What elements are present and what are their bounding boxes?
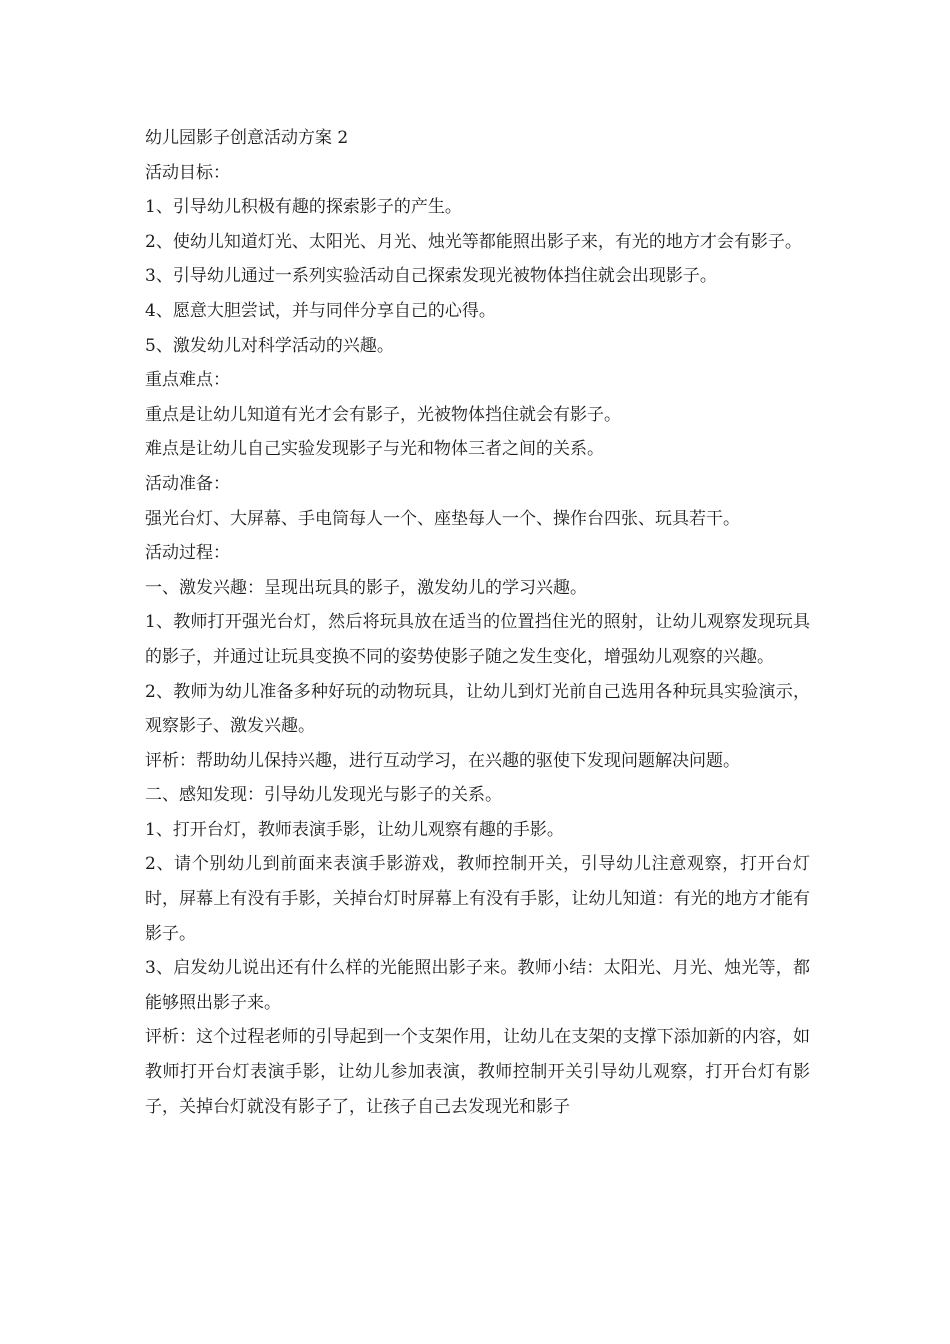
goal-item-4: 4、愿意大胆尝试，并与同伴分享自己的心得。 (145, 300, 496, 321)
goal-item-2: 2、使幼儿知道灯光、太阳光、月光、烛光等都能照出影子来，有光的地方才会有影子。 (145, 231, 802, 252)
process-1-step-2: 2、教师为幼儿准备多种好玩的动物玩具，让幼儿到灯光前自己选用各种玩具实验演示，观察影子、激发兴趣。 (145, 681, 810, 737)
process-section-1: 一、激发兴趣：呈现出玩具的影子，激发幼儿的学习兴趣。 (145, 577, 587, 598)
goal-item-5: 5、激发幼儿对科学活动的兴趣。 (145, 335, 394, 356)
difficult-point: 难点是让幼儿自己实验发现影子与光和物体三者之间的关系。 (145, 439, 604, 460)
goal-item-1: 1、引导幼儿积极有趣的探索影子的产生。 (145, 197, 462, 218)
process-section-2: 二、感知发现：引导幼儿发现光与影子的关系。 (145, 785, 502, 806)
process-2-comment: 评析：这个过程老师的引导起到一个支架作用，让幼儿在支架的支撑下添加新的内容，如教师打开台灯表演手影，让幼儿参加表演，教师控制开关引导幼儿观察，打开台灯有影子，关掉台灯就没有影子了，让孩子自己去发现光和影子 (145, 1027, 810, 1117)
heading-process: 活动过程： (145, 543, 230, 564)
process-1-step-1: 1、教师打开强光台灯，然后将玩具放在适当的位置挡住光的照射，让幼儿观察发现玩具的影子，并通过让玩具变换不同的姿势使影子随之发生变化，增强幼儿观察的兴趣。 (145, 612, 810, 667)
heading-activity-goals: 活动目标： (145, 162, 230, 183)
document-title: 幼儿园影子创意活动方案 2 (145, 128, 349, 148)
preparation-list: 强光台灯、大屏幕、手电筒每人一个、座垫每人一个、操作台四张、玩具若干。 (145, 508, 740, 529)
process-2-step-3: 3、启发幼儿说出还有什么样的光能照出影子来。教师小结：太阳光、月光、烛光等，都能够照出影子来。 (145, 958, 810, 1013)
process-1-comment: 评析：帮助幼儿保持兴趣，进行互动学习，在兴趣的驱使下发现问题解决问题。 (145, 750, 740, 771)
heading-preparation: 活动准备： (145, 473, 230, 494)
key-point: 重点是让幼儿知道有光才会有影子，光被物体挡住就会有影子。 (145, 404, 621, 425)
process-2-step-1: 1、打开台灯，教师表演手影，让幼儿观察有趣的手影。 (145, 819, 564, 840)
document-body (145, 121, 810, 1124)
process-2-step-2: 2、请个别幼儿到前面来表演手影游戏，教师控制开关，引导幼儿注意观察，打开台灯时，屏幕上有没有手影，关掉台灯时屏幕上有没有手影，让幼儿知道：有光的地方才能有影子。 (145, 854, 810, 944)
goal-item-3: 3、引导幼儿通过一系列实验活动自己探索发现光被物体挡住就会出现影子。 (145, 266, 717, 287)
heading-key-difficulties: 重点难点： (145, 370, 230, 391)
